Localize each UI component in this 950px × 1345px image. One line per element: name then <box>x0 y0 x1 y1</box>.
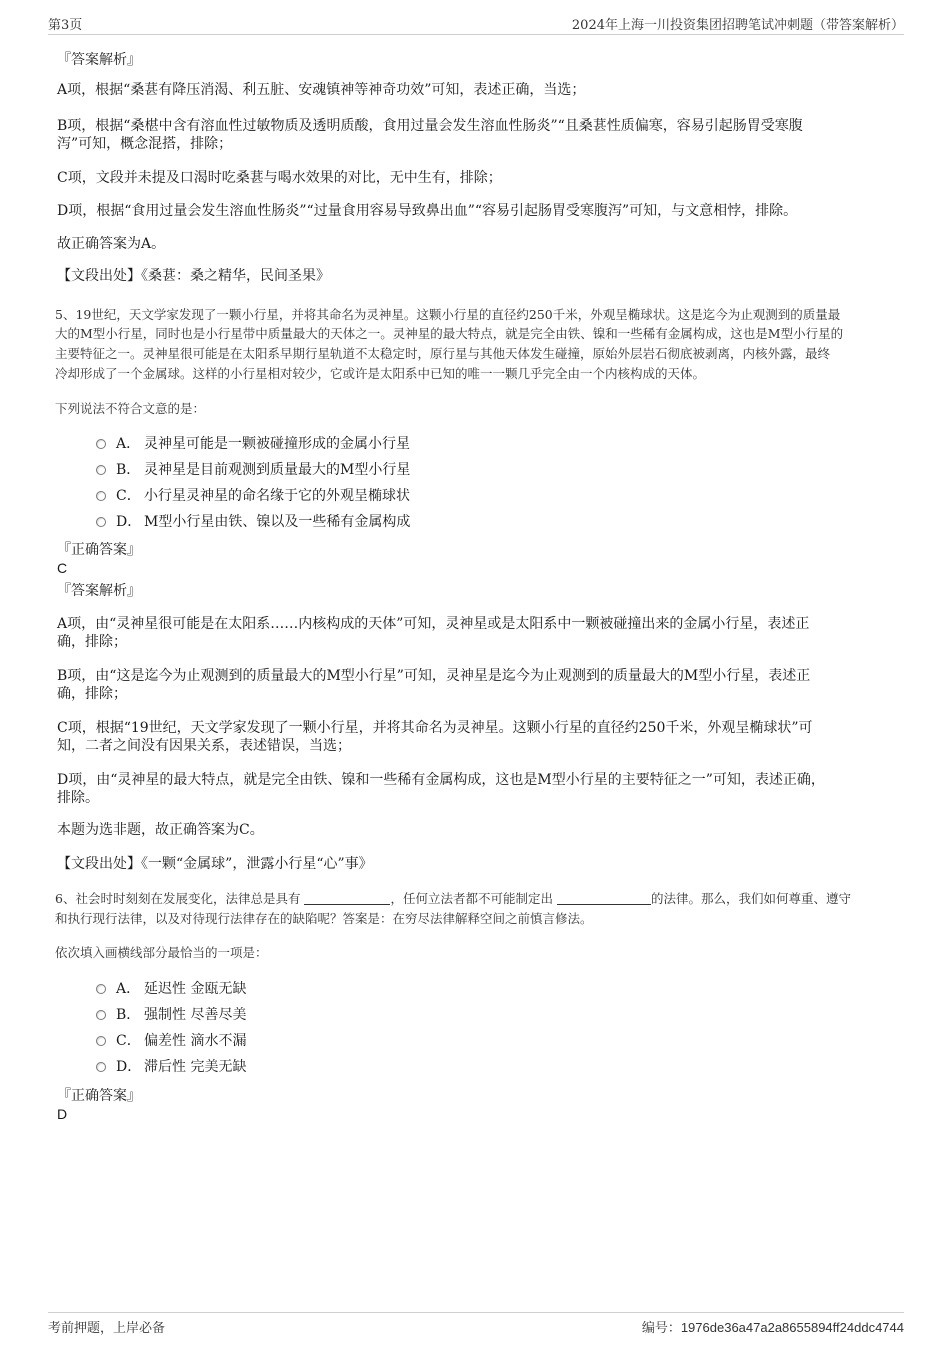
radio-icon[interactable] <box>96 517 106 527</box>
q5-passage-line2: 大的M型小行星，同时也是小行星带中质量最大的天体之一。灵神星的最大特点，就是完全由铁、镍和一些稀有金属构成，这也是M型小行星的 <box>55 326 844 341</box>
q5-passage-line4: 冷却形成了一个金属球。这样的小行星相对较少，它或许是太阳系中已知的唯一一颗几乎完全由一个内核构成的天体。 <box>55 366 706 381</box>
analysis-c: C项，文段并未提及口渴时吃桑葚与喝水效果的对比，无中生有，排除； <box>57 170 502 186</box>
q5-conclusion: 本题为选非题，故正确答案为C。 <box>57 822 264 838</box>
q5-analysis-b-line1: B项，由“这是迄今为止观测到的质量最大的M型小行星”可知，灵神星是迄今为止观测到的质量最大的M型小行星，表述正 <box>57 668 811 684</box>
page-header <box>48 14 904 35</box>
document-title: 2024年上海一川投资集团招聘笔试冲刺题（带答案解析） <box>571 18 904 33</box>
q6-option-d[interactable]: D． 滞后性 完美无缺 <box>96 1057 246 1077</box>
fill-blank-2 <box>557 890 651 905</box>
q6-option-c[interactable]: C． 偏差性 滴水不漏 <box>96 1031 246 1051</box>
radio-icon[interactable] <box>96 439 106 449</box>
radio-icon[interactable] <box>96 491 106 501</box>
q5-analysis-c-line2: 知，二者之间没有因果关系，表述错误，当选； <box>57 738 351 754</box>
q5-analysis-d-line1: D项，由“灵神星的最大特点，就是完全由铁、镍和一些稀有金属构成，这也是M型小行星的主要特征之一”可知，表述正确， <box>57 772 825 788</box>
q5-prompt: 下列说法不符合文意的是： <box>55 401 206 416</box>
document-serial: 编号：1976de36a47a2a8655894ff24ddc4744 <box>641 1320 904 1335</box>
radio-icon[interactable] <box>96 1010 106 1020</box>
q5-analysis-b-line2: 确，排除； <box>57 686 127 702</box>
q6-answer-heading: 『正确答案』 <box>57 1088 141 1104</box>
q5-passage-line3: 主要特征之一。灵神星很可能是在太阳系早期行星轨道不太稳定时，原行星与其他天体发生碰撞，原始外层岩石彻底被剥离，内核外露，最终 <box>55 346 831 361</box>
q5-analysis-c-line1: C项，根据“19世纪，天文学家发现了一颗小行星，并将其命名为灵神星。这颗小行星的直径约250千米，外观呈椭球状”可 <box>57 720 813 736</box>
q5-analysis-d-line2: 排除。 <box>57 790 99 806</box>
q6-prompt: 依次填入画横线部分最恰当的一项是： <box>55 945 268 960</box>
radio-icon[interactable] <box>96 1036 106 1046</box>
q6-option-a[interactable]: A． 延迟性 金瓯无缺 <box>96 979 246 999</box>
radio-icon[interactable] <box>96 984 106 994</box>
q5-analysis-heading: 『答案解析』 <box>57 583 141 599</box>
analysis-conclusion: 故正确答案为A。 <box>57 236 166 252</box>
analysis-b-line1: B项，根据“桑椹中含有溶血性过敏物质及透明质酸，食用过量会发生溶血性肠炎”“且桑葚性质偏寒，容易引起肠胃受寒腹 <box>57 118 803 134</box>
footer-slogan: 考前押题，上岸必备 <box>48 1321 166 1336</box>
radio-icon[interactable] <box>96 1062 106 1072</box>
analysis-heading: 『答案解析』 <box>57 52 141 68</box>
page-number: 第3页 <box>48 18 83 33</box>
q5-source-citation: 【文段出处】《一颗“金属球”，泄露小行星“心”事》 <box>57 856 373 872</box>
analysis-b-line2: 泻”可知，概念混搭，排除； <box>57 136 233 152</box>
q5-analysis-a-line1: A项，由“灵神星很可能是在太阳系……内核构成的天体”可知，灵神星或是太阳系中一颗被碰撞出来的金属小行星，表述正 <box>57 616 810 632</box>
q5-answer: C <box>57 560 68 576</box>
q6-stem-line1: 6、社会时时刻刻在发展变化，法律总是具有 ，任何立法者都不可能制定出 的法律。那么，我们如何尊重、遵守 <box>55 891 851 906</box>
q5-option-c[interactable]: C． 小行星灵神星的命名缘于它的外观呈椭球状 <box>96 486 410 506</box>
fill-blank-1 <box>304 890 390 905</box>
analysis-d: D项，根据“食用过量会发生溶血性肠炎”“过量食用容易导致鼻出血”“容易引起肠胃受寒腹泻”可知，与文意相悖，排除。 <box>57 203 798 219</box>
q6-stem-line2: 和执行现行法律，以及对待现行法律存在的缺陷呢？答案是：在穷尽法律解释空间之前慎言修法。 <box>55 911 593 926</box>
q6-option-b[interactable]: B． 强制性 尽善尽美 <box>96 1005 246 1025</box>
q5-option-d[interactable]: D． M型小行星由铁、镍以及一些稀有金属构成 <box>96 512 410 532</box>
q5-option-a[interactable]: A． 灵神星可能是一颗被碰撞形成的金属小行星 <box>96 434 410 454</box>
analysis-a: A项，根据“桑葚有降压消渴、利五脏、安魂镇神等神奇功效”可知，表述正确，当选； <box>57 82 586 98</box>
page-footer <box>48 1312 904 1337</box>
q6-answer: D <box>57 1106 68 1122</box>
q5-answer-heading: 『正确答案』 <box>57 542 141 558</box>
radio-icon[interactable] <box>96 465 106 475</box>
q5-analysis-a-line2: 确，排除； <box>57 634 127 650</box>
q5-option-b[interactable]: B． 灵神星是目前观测到质量最大的M型小行星 <box>96 460 410 480</box>
source-citation: 【文段出处】《桑葚：桑之精华，民间圣果》 <box>57 268 330 284</box>
q5-passage-line1: 5、19世纪，天文学家发现了一颗小行星，并将其命名为灵神星。这颗小行星的直径约250千米，外观呈椭球状。这是迄今为止观测到的质量最 <box>55 307 841 322</box>
